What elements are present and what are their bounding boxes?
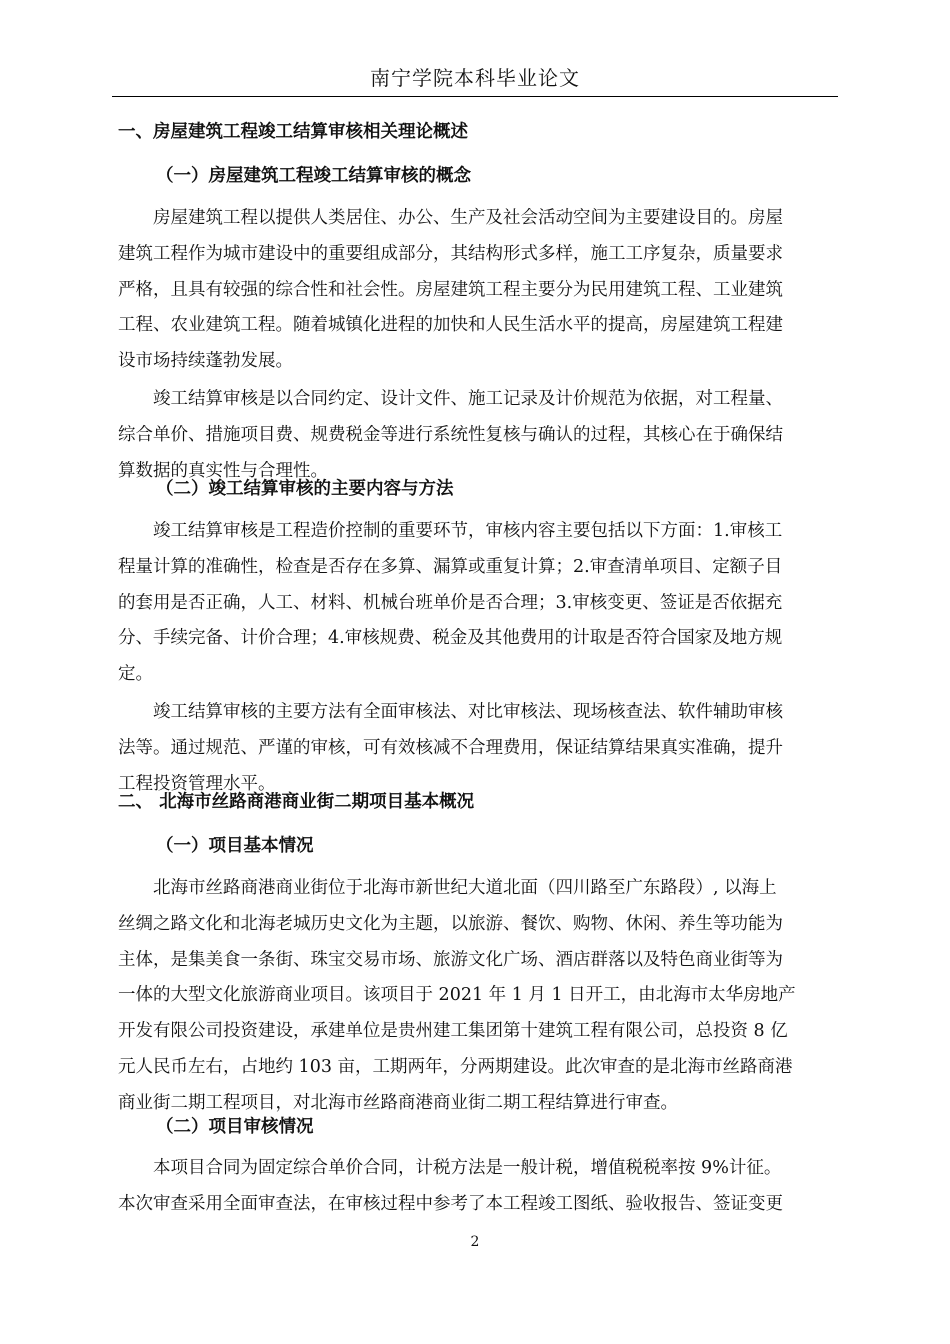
paragraph-line: 元人民币左右，占地约 103 亩，工期两年，分两期建设。此次审查的是北海市丝路商港 [118, 1056, 793, 1077]
paragraph-line: 工程、农业建筑工程。随着城镇化进程的加快和人民生活水平的提高，房屋建筑工程建 [118, 315, 783, 336]
running-header: 南宁学院本科毕业论文 [370, 66, 580, 90]
section-1-2-heading: （二）竣工结算审核的主要内容与方法 [156, 479, 454, 499]
paragraph [118, 871, 836, 1122]
paragraph-line: 设市场持续蓬勃发展。 [118, 351, 293, 372]
paragraph [118, 382, 836, 489]
paragraph-line: 算数据的真实性与合理性。 [118, 460, 328, 481]
paragraph-line: 程量计算的准确性，检查是否存在多算、漏算或重复计算；2.审查清单项目、定额子目 [118, 556, 783, 577]
paragraph-line: 分、手续完备、计价合理；4.审核规费、税金及其他费用的计取是否符合国家及地方规 [118, 628, 783, 649]
paragraph-line: 定。 [118, 664, 153, 685]
paragraph-line: 竣工结算审核是以合同约定、设计文件、施工记录及计价规范为依据，对工程量、 [153, 389, 783, 409]
paragraph [118, 514, 836, 693]
section-1-1-heading: （一）房屋建筑工程竣工结算审核的概念 [156, 166, 471, 186]
paragraph-line: 丝绸之路文化和北海老城历史文化为主题，以旅游、餐饮、购物、休闲、养生等功能为 [118, 913, 783, 934]
paragraph-line: 一体的大型文化旅游商业项目。该项目于 2021 年 1 月 1 日开工，由北海市太华房地产 [118, 985, 796, 1006]
header-rule [112, 96, 838, 97]
paragraph-line: 北海市丝路商港商业街位于北海市新世纪大道北面（四川路至广东路段）, 以海上 [153, 878, 777, 898]
paragraph [118, 695, 836, 802]
paragraph-line: 竣工结算审核是工程造价控制的重要环节，审核内容主要包括以下方面：1.审核工 [153, 521, 783, 541]
paragraph-line: 竣工结算审核的主要方法有全面审核法、对比审核法、现场核查法、软件辅助审核 [153, 702, 783, 722]
paragraph-line: 法等。通过规范、严谨的审核，可有效核减不合理费用，保证结算结果真实准确，提升 [118, 737, 783, 758]
page-number: 2 [470, 1234, 480, 1250]
paragraph [118, 201, 836, 380]
section-2-2-heading: （二）项目审核情况 [156, 1117, 314, 1137]
paragraph-line: 本次审查采用全面审查法，在审核过程中参考了本工程竣工图纸、验收报告、签证变更 [118, 1193, 783, 1214]
paragraph-line: 房屋建筑工程以提供人类居住、办公、生产及社会活动空间为主要建设目的。房屋 [153, 208, 783, 228]
paragraph-line: 的套用是否正确，人工、材料、机械台班单价是否合理；3.审核变更、签证是否依据充 [118, 592, 783, 613]
paragraph-line: 本项目合同为固定综合单价合同，计税方法是一般计税，增值税税率按 9%计征。 [153, 1158, 782, 1178]
paragraph-line: 建筑工程作为城市建设中的重要组成部分，其结构形式多样，施工工序复杂，质量要求 [118, 243, 783, 264]
paragraph-line: 综合单价、措施项目费、规费税金等进行系统性复核与确认的过程，其核心在于确保结 [118, 424, 783, 445]
paragraph-line: 开发有限公司投资建设，承建单位是贵州建工集团第十建筑工程有限公司，总投资 8 亿 [118, 1021, 788, 1042]
paragraph-line: 主体，是集美食一条街、珠宝交易市场、旅游文化广场、酒店群落以及特色商业街等为 [118, 949, 783, 970]
paragraph-line: 商业街二期工程项目，对北海市丝路商港商业街二期工程结算进行审查。 [118, 1092, 678, 1113]
section-2-heading: 二、 北海市丝路商港商业街二期项目基本概况 [118, 792, 475, 812]
section-1-heading: 一、房屋建筑工程竣工结算审核相关理论概述 [118, 122, 468, 142]
paragraph-line: 严格，且具有较强的综合性和社会性。房屋建筑工程主要分为民用建筑工程、工业建筑 [118, 279, 783, 300]
paragraph [118, 1151, 836, 1223]
paragraph-line: 工程投资管理水平。 [118, 773, 276, 794]
section-2-1-heading: （一）项目基本情况 [156, 836, 314, 856]
